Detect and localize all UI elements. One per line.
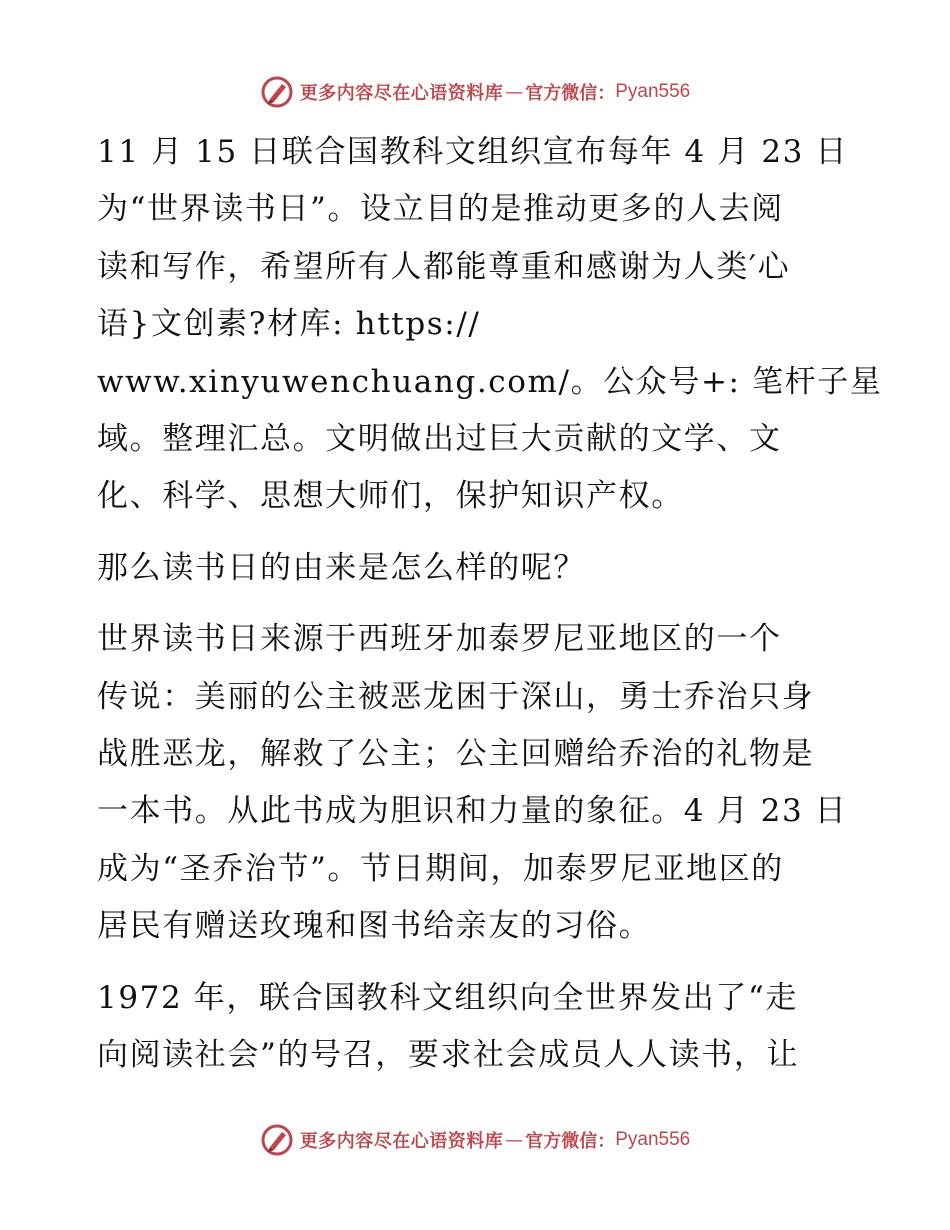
paragraph-1 [97, 124, 883, 526]
paragraph-3 [97, 611, 853, 955]
text-line: 向阅读社会”的号召，要求社会成员人人读书，让 [97, 1037, 800, 1074]
text-line: 语}文创素?材库: https:// [97, 306, 481, 343]
text-line: 读和写作，希望所有人都能尊重和感谢为人类′心 [97, 248, 791, 285]
watermark-wechat-id: Pyan556 [615, 81, 691, 102]
paragraph-2 [97, 540, 853, 597]
text-line: 一本书。从此书成为胆识和力量的象征。4 月 23 日 [97, 793, 848, 830]
pen-logo-icon [260, 75, 294, 109]
footer-watermark [0, 1120, 950, 1160]
watermark-wechat-id: Pyan556 [615, 1129, 691, 1150]
pen-logo-icon [260, 1123, 294, 1157]
text-line: 传说：美丽的公主被恶龙困于深山，勇士乔治只身 [97, 678, 815, 715]
paragraph-4 [97, 970, 853, 1085]
watermark-brand: 更多内容尽在心语资料库 [299, 1131, 504, 1152]
text-line: 化、科学、思想大师们，保护知识产权。 [97, 478, 684, 515]
text-line: 为“世界读书日”。设立目的是推动更多的人去阅 [97, 191, 784, 228]
watermark-brand: 更多内容尽在心语资料库 [299, 83, 504, 104]
text-line: 1972 年，联合国教科文组织向全世界发出了“走 [97, 979, 798, 1016]
text-line: www.xinyuwenchuang.com/。公众号+: 笔杆子星 [97, 363, 883, 400]
header-watermark [0, 72, 950, 112]
text-line: 域。整理汇总。文明做出过巨大贡献的文学、文 [97, 421, 782, 458]
text-line: 世界读书日来源于西班牙加泰罗尼亚地区的一个 [97, 621, 782, 658]
watermark-official-label: 官方微信： [525, 1131, 616, 1152]
text-line: 那么读书日的由来是怎么样的呢？ [97, 549, 586, 586]
document-body [97, 124, 883, 1099]
watermark-separator: — [505, 1129, 524, 1151]
watermark-separator: — [505, 81, 524, 103]
text-line: 成为“圣乔治节”。节日期间，加泰罗尼亚地区的 [97, 850, 784, 887]
text-line: 11 月 15 日联合国教科文组织宣布每年 4 月 23 日 [97, 134, 849, 170]
text-line: 居民有赠送玫瑰和图书给亲友的习俗。 [97, 908, 652, 945]
watermark-official-label: 官方微信： [525, 83, 616, 104]
text-line: 战胜恶龙，解救了公主；公主回赠给乔治的礼物是 [97, 736, 815, 773]
